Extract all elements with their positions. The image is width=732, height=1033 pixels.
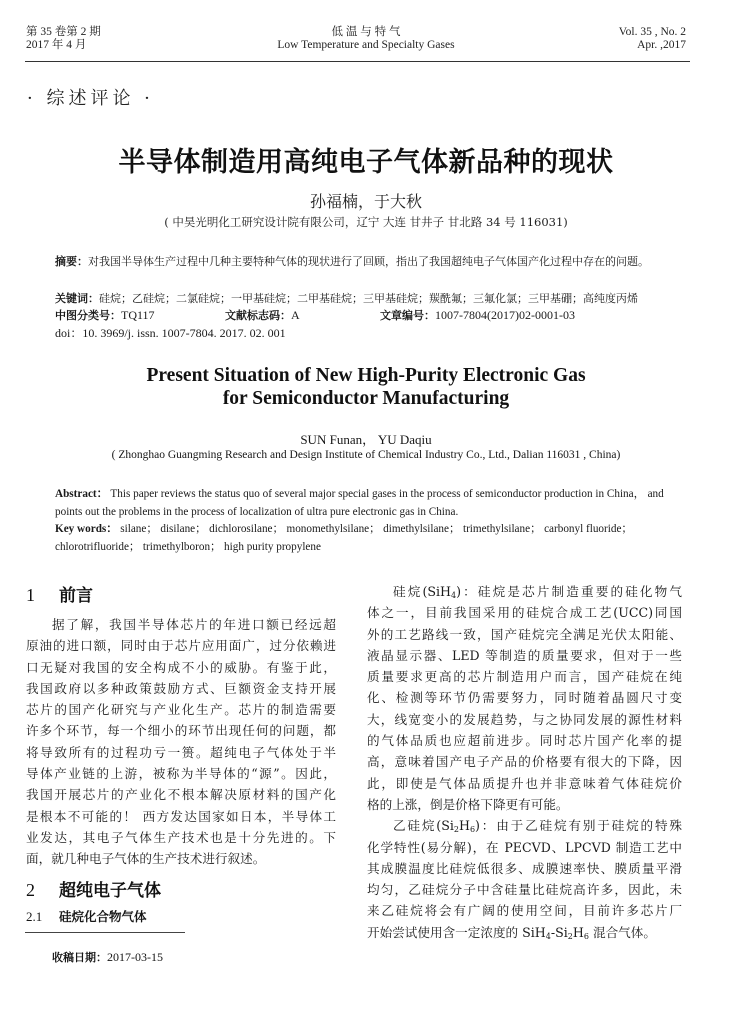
abstract-cn: [55, 253, 655, 271]
body-line: 据了解，我国半导体芯片的年进口额已经远超: [52, 617, 336, 632]
section-2-1-number: 2.1: [26, 909, 43, 924]
subscript: 2: [453, 825, 459, 835]
keywords-cn-text: 硅烷；乙硅烷；二氯硅烷；一甲基硅烷；二甲基硅烷；三甲基硅烷；羰酰氟；三氟化氯；三甲基硼；高纯度丙烯: [99, 292, 638, 305]
article-no-value: 1007-7804(2017)02-0001-03: [435, 308, 575, 322]
section-1-heading: [26, 581, 93, 606]
keywords-cn: [55, 290, 638, 308]
document-code: [225, 307, 300, 325]
body-line: 我国开展芯片的产业化不根本解决原材料的国产化: [26, 787, 336, 803]
doc-code-value: A: [291, 308, 300, 322]
body-line: 导体产业链的上游，被称为半导体的“源”。因此，: [26, 766, 336, 782]
article-title-en: [0, 364, 732, 410]
abstract-cn-text: 对我国半导体生产过程中几种主要特种气体的现状进行了回顾，指出了我国超纯电子气体国产化过程中存在的问题。: [88, 255, 649, 268]
section-1-number: 1: [26, 585, 35, 605]
abstract-en-label: Abstract：: [55, 488, 108, 500]
doc-code-label: 文献标志码：: [225, 309, 291, 322]
volume-issue-en: Vol. 35 , No. 2: [618, 26, 686, 38]
text-run: )：硅烷是芯片制造重要的硅化物气: [456, 584, 682, 599]
article-no-label: 文章编号：: [380, 309, 435, 322]
text-run: )：由于乙硅烷有别于硅烷的特殊: [475, 818, 682, 834]
subscript: 4: [545, 931, 551, 941]
body-line: 我国政府以多种政策鼓励方式、巨额资金支持开展: [26, 680, 336, 696]
subscript: 6: [583, 931, 589, 941]
text-run: 混合气体。: [588, 924, 656, 940]
issue-date-en: Apr. ,2017: [637, 39, 686, 51]
abstract-cn-label: 摘要：: [55, 255, 88, 268]
body-line: 体之一，目前我国采用的硅烷合成工艺(UCC)同国: [367, 605, 682, 621]
body-line: 格的上涨，倒是价格下降更有可能。: [367, 796, 569, 812]
disilane-paragraph-last-line: [367, 922, 682, 943]
body-line: 口无疑对我国的安全构成不小的威胁。有鉴于此，: [26, 659, 336, 675]
body-line: 其成膜温度比硅烷低很多、成膜速率快、膜质量平滑: [367, 860, 682, 876]
body-line: 质量要求更高的芯片制造用户而言，国产硅烷在纯: [367, 669, 682, 685]
received-date: [52, 949, 163, 965]
section-2-1-title: 硅烷化合物气体: [59, 909, 147, 924]
body-line: 化学特性(易分解)，在 PECVD、LPCVD 制造工艺中: [367, 839, 682, 855]
clc-number: [55, 307, 155, 325]
clc-label: 中图分类号：: [55, 309, 121, 322]
text-run: 乙硅烷(Si: [393, 818, 454, 834]
body-line: 将导致所有的过程功亏一篑。超纯电子气体处于半: [26, 744, 336, 760]
keywords-en-label: Key words：: [55, 523, 118, 535]
abstract-en-text: This paper reviews the status quo of several major special gases in the process of semiconductor production in China， and points out the problems in the process of localization of ultra pure electronic gas in China.: [55, 488, 664, 518]
body-line: 业发达，其电子气体生产技术也是十分先进的。下: [26, 829, 336, 845]
body-line: 面，就几种电子气体的生产技术进行叙述。: [26, 851, 266, 867]
authors-en: SUN Funan， YU Daqiu: [300, 432, 432, 447]
article-number: [380, 307, 575, 325]
section-2-1-heading: [26, 907, 147, 925]
body-line: 原油的进口额，同时由于芯片应用面广，过分依赖进: [26, 638, 336, 654]
volume-issue: 第 35 卷第 2 期: [26, 26, 101, 38]
body-line: 芯片的国产化研究与产业化生产。芯片的制造需要: [26, 702, 336, 718]
body-line: 来乙硅烷将会有广阔的使用空间，目前许多芯片厂: [367, 903, 682, 919]
article-title-cn: 半导体制造用高纯电子气体新品种的现状: [118, 147, 614, 178]
doi: doi：10. 3969/j. issn. 1007-7804. 2017. 02. 001: [55, 326, 286, 340]
text-run: H: [458, 818, 470, 834]
body-line: 化、检测等环节仍需要努力，同时随着晶圆尺寸变: [367, 690, 682, 706]
body-line: 是根本不可能的！ 西方发达国家如日本，半导体工: [26, 808, 336, 824]
body-line: 许多个环节，每一个细小的环节出现任何的问题，都: [26, 723, 336, 739]
body-line: 此，即使是气体品质提升也并非意味着气体硅烷价: [367, 775, 682, 791]
affiliation-cn: ( 中昊光明化工研究设计院有限公司，辽宁 大连 甘井子 甘北路 34 号 116031): [164, 215, 568, 229]
journal-name-en: Low Temperature and Specialty Gases: [277, 39, 455, 51]
keywords-cn-label: 关键词：: [55, 292, 99, 305]
right-column-body: [367, 581, 682, 943]
text-run: 硅烷(SiH: [393, 584, 452, 599]
running-header-right: [619, 26, 686, 52]
abstract-en: [55, 486, 667, 521]
text-run: 开始尝试使用含一定浓度的 SiH: [367, 924, 546, 940]
section-2-title: 超纯电子气体: [59, 881, 161, 901]
column-tag: · 综述评论 ·: [27, 88, 154, 109]
keywords-en-text: silane； disilane； dichlorosilane； monomethylsilane； dimethylsilane； trimethylsilane； carbonyl fluoride； chlorotrifluoride； trimethylboron； high purity propylene: [55, 523, 633, 553]
clc-value: TQ117: [121, 308, 155, 322]
text-run: H: [572, 924, 584, 940]
body-line: 高，意味着国产电子产品的价格要有很大的下降，因: [367, 754, 682, 770]
keywords-en: [55, 521, 667, 556]
article-title-en-line1: Present Situation of New High-Purity Electronic Gas: [146, 365, 586, 386]
authors-cn: 孙福楠，于大秋: [309, 192, 422, 211]
subscript: 6: [469, 825, 476, 835]
body-line: 均匀，乙硅烷分子中含硅量比硅烷高许多，因此，未: [367, 882, 682, 898]
section-2-heading: [26, 876, 161, 901]
subscript: 4: [451, 591, 457, 600]
text-run: -Si: [550, 924, 568, 940]
footnote-rule: [25, 932, 185, 933]
left-column-body: [26, 614, 336, 870]
body-line: 液晶显示器、LED 等制造的质量要求，但对于一些: [367, 647, 682, 663]
received-date-value: 2017-03-15: [107, 950, 163, 964]
silane-paragraph-first-line: [367, 581, 682, 602]
section-1-title: 前言: [59, 586, 93, 606]
disilane-paragraph-first-line: [367, 815, 682, 836]
journal-name-cn: 低 温 与 特 气: [331, 26, 401, 38]
body-line: 的气体品质也应超前进步。同时芯片国产化率的提: [367, 733, 682, 749]
affiliation-en: ( Zhonghao Guangming Research and Design Institute of Chemical Industry Co., Ltd., Dalian 116031 , China): [111, 449, 621, 461]
article-title-en-line2: for Semiconductor Manufacturing: [222, 388, 510, 409]
body-line: 大，线宽变小的发展趋势，与之协同发展的源性材料: [367, 711, 682, 727]
subscript: 2: [567, 931, 573, 941]
body-line: 外的工艺路线一致，国产硅烷完全满足光伏太阳能、: [367, 626, 682, 642]
received-date-label: 收稿日期：: [52, 951, 107, 964]
section-2-number: 2: [26, 880, 35, 900]
header-rule: [25, 61, 690, 62]
issue-date: 2017 年 4 月: [26, 39, 87, 51]
